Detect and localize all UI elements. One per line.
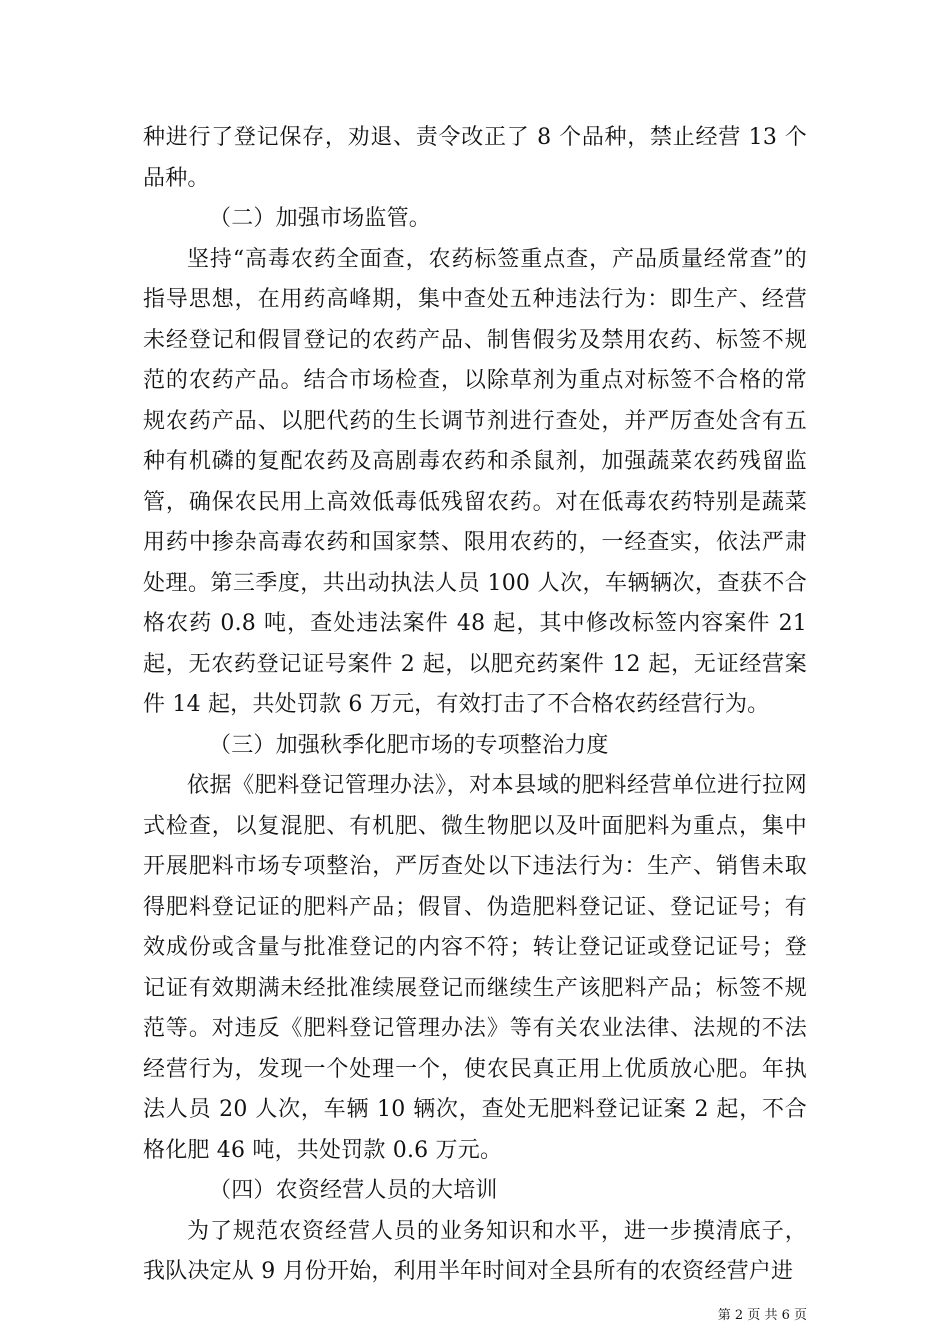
section-heading-2: （二）加强市场监管。 <box>209 206 432 231</box>
paragraph-continued: 种进行了登记保存，劝退、责令改正了 8 个品种，禁止经营 13 个品种。 <box>143 125 807 191</box>
document-body <box>143 118 807 1293</box>
paragraph-training: 为了规范农资经营人员的业务知识和水平，进一步摸清底子，我队决定从 9 月份开始，利用半年时间对全县所有的农资经营户进 <box>143 1218 807 1284</box>
paragraph-fertilizer-rectification: 依据《肥料登记管理办法》，对本县域的肥料经营单位进行拉网式检查，以复混肥、有机肥、微生物肥以及叶面肥料为重点，集中开展肥料市场专项整治，严厉查处以下违法行为：生产、销售未取得肥料登记证的肥料产品；假冒、伪造肥料登记证、登记证号；有效成份或含量与批准登记的内容不符；转让登记证或登记证号；登记证有效期满未经批准续展登记而继续生产该肥料产品；标签不规范等。对违反《肥料登记管理办法》等有关农业法律、法规的不法经营行为，发现一个处理一个，使农民真正用上优质放心肥。年执法人员 20 人次，车辆 10 辆次，查处无肥料登记证案 2 起，不合格化肥 46 吨，共处罚款 0.6 万元。 <box>143 773 807 1163</box>
page-number: 第 2 页 共 6 页 <box>717 1308 807 1323</box>
paragraph-market-supervision: 坚持“高毒农药全面查，农药标签重点查，产品质量经常查”的指导思想，在用药高峰期，集中查处五种违法行为：即生产、经营未经登记和假冒登记的农药产品、制售假劣及禁用农药、标签不规范的农药产品。结合市场检查，以除草剂为重点对标签不合格的常规农药产品、以肥代药的生长调节剂进行查处，并严厉查处含有五种有机磷的复配农药及高剧毒农药和杀鼠剂，加强蔬菜农药残留监管，确保农民用上高效低毒低残留农药。对在低毒农药特别是蔬菜用药中掺杂高毒农药和国家禁、限用农药的，一经查实，依法严肃处理。第三季度，共出动执法人员 100 人次，车辆辆次，查获不合格农药 0.8 吨，查处违法案件 48 起，其中修改标签内容案件 21 起，无农药登记证号案件 2 起，以肥充药案件 12 起，无证经营案件 14 起，共处罚款 6 万元，有效打击了不合格农药经营行为。 <box>143 246 807 717</box>
section-heading-4: （四）农资经营人员的大培训 <box>209 1178 498 1203</box>
section-heading-3: （三）加强秋季化肥市场的专项整治力度 <box>209 732 609 758</box>
